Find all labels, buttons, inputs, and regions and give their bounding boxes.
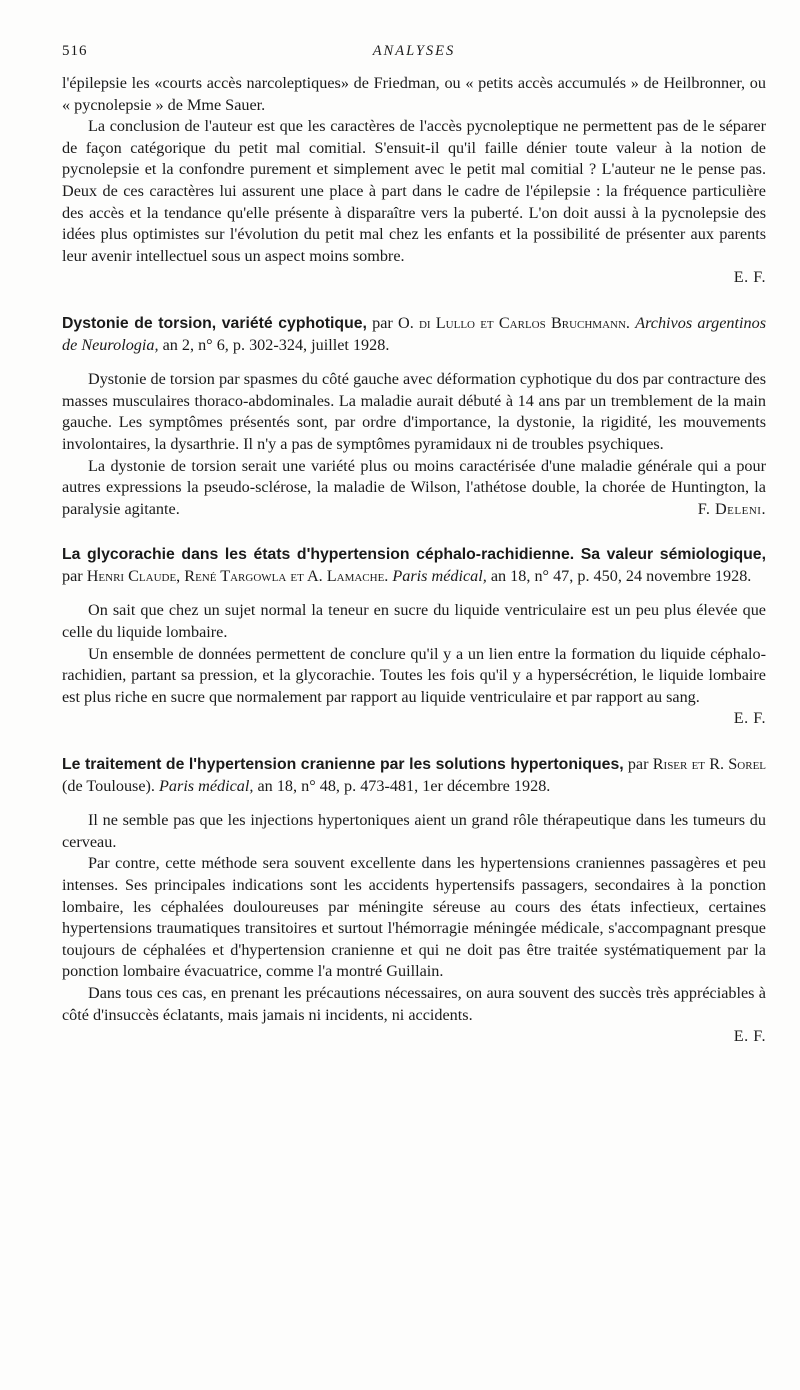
running-title: ANALYSES <box>372 43 456 59</box>
intro-signature: E. F. <box>733 268 766 287</box>
article-reference: an 18, n° 48, p. 473-481, 1er décembre 1928. <box>253 776 551 795</box>
article-paragraph-text: La dystonie de torsion serait une variété plus ou moins caractérisée d'une maladie générale qui a pour autres expressions la pseudo-sclérose, la maladie de Wilson, l'athétose double, la chorée de Huntington, la paralysie agitante. <box>62 456 766 518</box>
article-paragraph: On sait que chez un sujet normal la teneur en sucre du liquide ventriculaire est un peu plus élevée que celle du liquide lombaire. <box>62 601 766 642</box>
article-by: par <box>623 755 653 774</box>
article-paragraph: Dans tous ces cas, en prenant les précautions nécessaires, on aura souvent des succès très appréciables à côté d'insuccès éclatants, mais jamais ni incidents, ni accidents. <box>62 983 766 1024</box>
article-journal: Paris médical, <box>392 566 487 585</box>
article-signature: E. F. <box>733 1027 766 1046</box>
article-reference: an 2, n° 6, p. 302-324, juillet 1928. <box>158 335 390 354</box>
page-number: 516 <box>62 43 88 59</box>
article-title: La glycorachie dans les états d'hypertension céphalo-rachidienne. Sa valeur sémiologique, <box>62 546 766 564</box>
article-signature: E. F. <box>733 709 766 728</box>
article-paragraph-text: Un ensemble de données permettent de conclure qu'il y a un lien entre la formation du liquide céphalo-rachidien, partant sa pression, et la glycorachie. Toutes les fois qu'il y a hypersécrétion, le liquide lombaire est plus riche en sucre que normalement par rapport au liquide ventriculaire et par rapport au sang. <box>62 644 766 706</box>
article-heading <box>62 544 766 587</box>
article-signature: F. Deleni. <box>697 499 766 518</box>
article-reference: an 18, n° 47, p. 450, 24 novembre 1928. <box>486 566 752 585</box>
article-by: par <box>62 566 87 585</box>
article-title: Dystonie de torsion, variété cyphotique, <box>62 314 367 332</box>
article-paragraph: Il ne semble pas que les injections hypertoniques aient un grand rôle thérapeutique dans les tumeurs du cerveau. <box>62 811 766 851</box>
article-paragraph <box>62 644 766 730</box>
article-paragraph: Par contre, cette méthode sera souvent excellente dans les hypertensions craniennes passagères et peu intenses. Ses principales indications sont les accidents hypertensifs passagers, secondaires à la ponction lombaire, les céphalées douloureuses par méningite séreuse au cours des états infectieux, certaines hypertensions traumatiques transitoires et surtout l'hémorragie méningée médicale, s'accompagnant presque toujours de céphalées et d'hypertension cranienne et qui ne doit pas être traitée systématiquement par la ponction lombaire évacuatrice, comme l'a montré Guillain. <box>62 854 766 981</box>
intro-section <box>62 73 766 289</box>
article-paragraph <box>62 456 766 521</box>
article-journal: Archivos argentinos de Neurologia, <box>62 313 766 354</box>
article-authors: Riser et R. Sorel <box>652 755 767 774</box>
article-affiliation: (de Toulouse). <box>62 776 160 795</box>
article-paragraph: Dystonie de torsion par spasmes du côté gauche avec déformation cyphotique du dos par contracture des masses musculaires thoraco-abdominales. La maladie aurait débuté à 14 ans par un tremblement de la main gauche. Les symptômes présentés sont, par ordre d'importance, la dystonie, la rigidité, les mouvements involontaires, la dysarthrie. Il n'y a pas de symptômes pyramidaux ni de troubles psychiques. <box>62 370 766 453</box>
article-authors: O. di Lullo et Carlos Bruchmann. <box>398 313 630 332</box>
article-heading <box>62 313 766 356</box>
article-by: par <box>366 313 398 332</box>
article-authors: Henri Claude, René Targowla et A. Lamache. <box>86 566 389 585</box>
article-heading <box>62 754 766 797</box>
intro-paragraph-2: La conclusion de l'auteur est que les caractères de l'accès pycnoleptique ne permettent pas de le séparer de façon catégorique du petit mal comitial. S'ensuit-il qu'il faille dénier toute valeur à la notion de pycnolepsie et la confondre purement et simplement avec le petit mal comitial ? L'auteur ne le pense pas. Deux de ces caractères lui assurent une place à part dans le cadre de l'épilepsie : la fréquence particulière des accès et la tendance qu'elle présente à disparaître vers la puberté. L'on doit aussi à la pycnolepsie des idées plus optimistes sur l'évolution du petit mal chez les enfants et la possibilité de présenter aux parents leur avenir intellectuel sous un aspect moins sombre. <box>62 117 766 265</box>
running-head <box>62 41 766 61</box>
abstract-glycorachie <box>62 544 766 730</box>
intro-paragraph-1: l'épilepsie les «courts accès narcoleptiques» de Friedman, ou « petits accès accumulés » de Heilbronner, ou « pycnolepsie » de Mme Sauer. <box>62 74 766 114</box>
article-journal: Paris médical, <box>159 776 254 795</box>
abstract-dystonie <box>62 313 766 520</box>
page-content <box>62 73 766 1048</box>
abstract-hypertension-cranienne <box>62 754 766 1048</box>
article-title: Le traitement de l'hypertension cranienne par les solutions hypertoniques, <box>62 756 624 774</box>
